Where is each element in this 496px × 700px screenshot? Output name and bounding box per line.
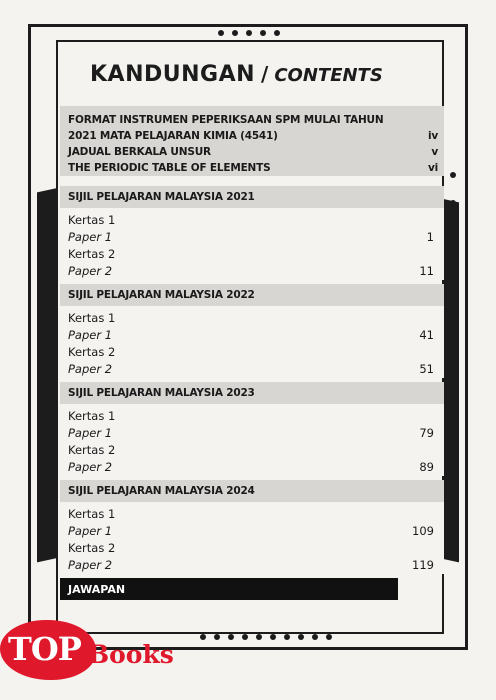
entry-page: 119 bbox=[412, 558, 434, 572]
toc-entry[interactable] bbox=[68, 229, 436, 246]
toc-row[interactable] bbox=[68, 112, 438, 128]
dot bbox=[42, 196, 48, 202]
right-dots-upper bbox=[450, 172, 456, 290]
dot bbox=[312, 634, 318, 640]
dot bbox=[450, 172, 456, 178]
entry-page bbox=[434, 506, 436, 523]
dot bbox=[200, 634, 206, 640]
section-2022 bbox=[60, 284, 444, 378]
entry-label: Kertas 2 bbox=[68, 443, 116, 457]
toc-label: FORMAT INSTRUMEN PEPERIKSAAN SPM MULAI TAHUN bbox=[68, 114, 384, 126]
dot bbox=[450, 284, 456, 290]
logo-top-text: TOP bbox=[8, 630, 81, 668]
logo-books-text: Books bbox=[88, 640, 174, 669]
dot bbox=[450, 412, 456, 418]
toc-entry[interactable] bbox=[68, 263, 436, 280]
entry-page: 41 bbox=[419, 328, 434, 342]
dot bbox=[42, 490, 48, 496]
toc-page: iv bbox=[427, 130, 438, 142]
dot bbox=[274, 30, 280, 36]
toc-entry[interactable] bbox=[68, 310, 436, 327]
dot bbox=[298, 634, 304, 640]
toc-entry[interactable] bbox=[68, 344, 436, 361]
toc-label: THE PERIODIC TABLE OF ELEMENTS bbox=[68, 162, 271, 174]
dot bbox=[284, 634, 290, 640]
dot bbox=[450, 256, 456, 262]
dot bbox=[450, 492, 456, 498]
entry-page bbox=[434, 408, 436, 425]
toc-entry[interactable] bbox=[68, 506, 436, 523]
toc-row[interactable] bbox=[68, 160, 438, 176]
dot bbox=[326, 634, 332, 640]
entry-label: Paper 1 bbox=[68, 328, 113, 342]
section-heading: SIJIL PELAJARAN MALAYSIA 2022 bbox=[60, 284, 444, 306]
toc-entry[interactable] bbox=[68, 408, 436, 425]
dot bbox=[42, 426, 48, 432]
topbooks-logo bbox=[0, 620, 200, 680]
entry-label: Kertas 1 bbox=[68, 213, 116, 227]
toc-entry[interactable] bbox=[68, 361, 436, 378]
toc-entry[interactable] bbox=[68, 425, 436, 442]
toc-label: JADUAL BERKALA UNSUR bbox=[68, 146, 211, 158]
entry-page bbox=[434, 344, 436, 361]
dot bbox=[214, 634, 220, 640]
dot bbox=[450, 200, 456, 206]
prelim-block bbox=[60, 106, 444, 176]
entry-label: Paper 2 bbox=[68, 460, 113, 474]
dot bbox=[256, 634, 262, 640]
entry-label: Kertas 2 bbox=[68, 345, 116, 359]
dot bbox=[228, 634, 234, 640]
toc-entry[interactable] bbox=[68, 523, 436, 540]
toc-entry[interactable] bbox=[68, 327, 436, 344]
entry-label: Kertas 2 bbox=[68, 247, 116, 261]
entry-label: Paper 1 bbox=[68, 230, 113, 244]
dot bbox=[260, 30, 266, 36]
toc-entry[interactable] bbox=[68, 212, 436, 229]
left-dots-upper bbox=[42, 196, 48, 258]
section-2021 bbox=[60, 186, 444, 280]
entry-page: 109 bbox=[412, 524, 434, 538]
entry-page bbox=[434, 540, 436, 557]
section-heading: SIJIL PELAJARAN MALAYSIA 2024 bbox=[60, 480, 444, 502]
title-sub: CONTENTS bbox=[274, 65, 383, 86]
title-slash: / bbox=[261, 62, 269, 86]
section-heading: SIJIL PELAJARAN MALAYSIA 2023 bbox=[60, 382, 444, 404]
toc-entry[interactable] bbox=[68, 540, 436, 557]
entry-page: 11 bbox=[419, 264, 434, 278]
entry-page bbox=[434, 442, 436, 459]
bottom-dots bbox=[200, 634, 332, 640]
entry-label: Kertas 1 bbox=[68, 507, 116, 521]
toc-label: 2021 MATA PELAJARAN KIMIA (4541) bbox=[68, 130, 278, 142]
entry-page bbox=[434, 310, 436, 327]
dot bbox=[450, 476, 456, 482]
dot bbox=[270, 634, 276, 640]
dot bbox=[242, 634, 248, 640]
section-body bbox=[60, 208, 444, 280]
toc-entry[interactable] bbox=[68, 557, 436, 574]
section-2023 bbox=[60, 382, 444, 476]
section-heading: SIJIL PELAJARAN MALAYSIA 2021 bbox=[60, 186, 444, 208]
entry-label: Paper 1 bbox=[68, 426, 113, 440]
entry-label: Paper 1 bbox=[68, 524, 113, 538]
toc-page: v bbox=[431, 146, 438, 158]
section-2024 bbox=[60, 480, 444, 574]
dot bbox=[42, 252, 48, 258]
dot bbox=[42, 410, 48, 416]
entry-label: Paper 2 bbox=[68, 558, 113, 572]
section-body bbox=[60, 502, 444, 574]
toc-row[interactable] bbox=[68, 128, 438, 144]
dot bbox=[246, 30, 252, 36]
toc-entry[interactable] bbox=[68, 246, 436, 263]
dot bbox=[450, 228, 456, 234]
entry-label: Paper 2 bbox=[68, 362, 113, 376]
entry-label: Kertas 2 bbox=[68, 541, 116, 555]
entry-page: 51 bbox=[419, 362, 434, 376]
section-body bbox=[60, 306, 444, 378]
dot bbox=[42, 442, 48, 448]
entry-page bbox=[434, 212, 436, 229]
top-dots bbox=[218, 30, 280, 36]
entry-label: Kertas 1 bbox=[68, 409, 116, 423]
dot bbox=[218, 30, 224, 36]
right-dots-lower bbox=[450, 412, 456, 498]
page-title bbox=[90, 62, 383, 87]
dot bbox=[42, 474, 48, 480]
dot bbox=[42, 224, 48, 230]
entry-page: 79 bbox=[419, 426, 434, 440]
left-dots-lower bbox=[42, 410, 48, 496]
toc-row[interactable] bbox=[68, 144, 438, 160]
entry-label: Paper 2 bbox=[68, 264, 113, 278]
toc-entry[interactable] bbox=[68, 459, 436, 476]
entry-page bbox=[434, 246, 436, 263]
entry-page: 1 bbox=[426, 230, 434, 244]
dot bbox=[232, 30, 238, 36]
entry-page: 89 bbox=[419, 460, 434, 474]
title-main: KANDUNGAN bbox=[90, 62, 256, 87]
dot bbox=[450, 428, 456, 434]
section-body bbox=[60, 404, 444, 476]
dot bbox=[42, 458, 48, 464]
jawapan-bar[interactable]: JAWAPAN bbox=[60, 578, 398, 600]
entry-label: Kertas 1 bbox=[68, 311, 116, 325]
dot bbox=[450, 460, 456, 466]
toc-page: vi bbox=[427, 162, 438, 174]
toc-entry[interactable] bbox=[68, 442, 436, 459]
dot bbox=[450, 444, 456, 450]
